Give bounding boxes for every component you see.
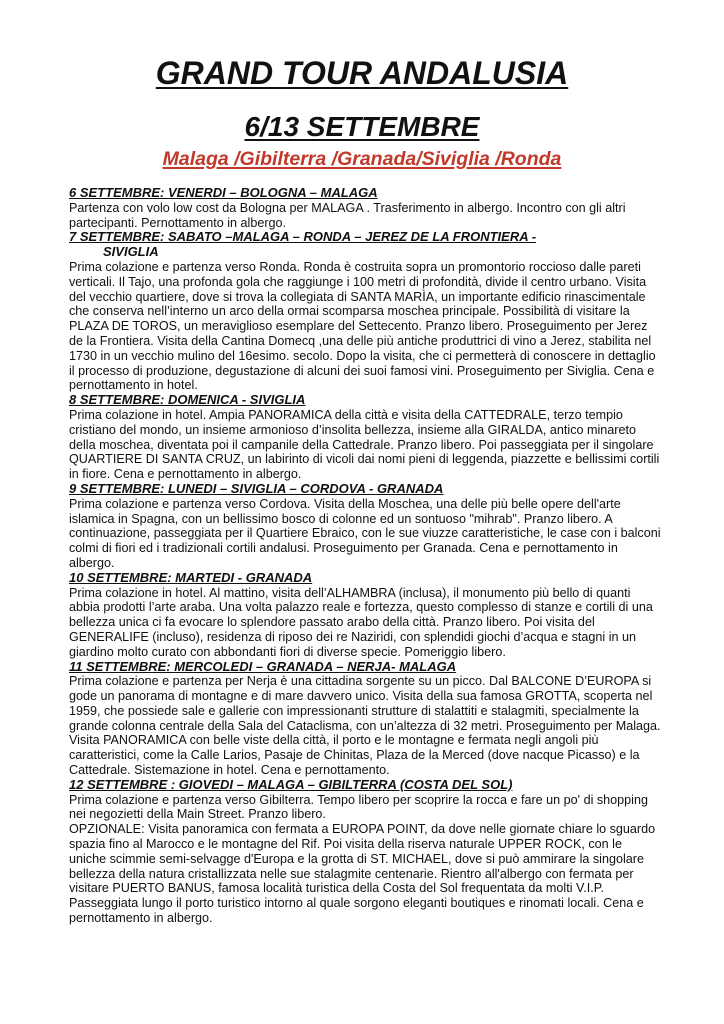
day-section: [69, 482, 661, 571]
day-section: [69, 571, 661, 660]
day-heading: 6 SETTEMBRE: VENERDI – BOLOGNA – MALAGA: [69, 185, 378, 200]
day-section: [69, 660, 661, 778]
document-title: GRAND TOUR ANDALUSIA: [155, 55, 569, 91]
day-heading: 11 SETTEMBRE: MERCOLEDI – GRANADA – NERJA- MALAGA: [69, 658, 457, 674]
day-description: Prima colazione in hotel. Al mattino, visita dell’ALHAMBRA (inclusa), il monumento più bello di quanti abbia prodotti l’arte araba. Una volta palazzo reale e fortezza, questo complesso di stanze e cortili di una bellezza unica ci fa evocare lo splendore passato arabo della città. Pranzo libero. Poi visita del GENERALIFE (incluso), residenza di riposo dei re Naziridi, con splendidi giochi d’acqua e stagni in un giardino molto curato con abbondanti fiori di diverse specie. Pomeriggio libero.: [69, 585, 653, 659]
tour-dates: 6/13 SETTEMBRE: [244, 111, 480, 142]
day-heading-continuation: [69, 245, 661, 260]
optional-description: OPZIONALE: Visita panoramica con fermata a EUROPA POINT, da dove nelle giornate chiare lo sguardo spazia fino al Marocco e le montagne del Rif. Poi visita della riserva naturale UPPER ROCK, con le uniche scimmie semi-selvagge d'Europa e la grotta di ST. MICHAEL, dove si può ammirare la singolare bellezza della natura cristallizzata nelle sue stalagmite centenarie. Rientro all'albergo con fermata per visitare PUERTO BANUS, famosa località turistica della Costa del Sol frequentata da molti V.I.P. Passeggiata lungo il porto turistico intorno al quale sorgono eleganti boutiques e rinomati locali. Cena e pernottamento in albergo.: [69, 822, 656, 926]
day-heading: 12 SETTEMBRE : GIOVEDI – MALAGA – GIBILTERRA (COSTA DEL SOL): [69, 776, 513, 792]
day-heading: 7 SETTEMBRE: SABATO –MALAGA – RONDA – JEREZ DE LA FRONTIERA -: [69, 229, 537, 245]
day-heading: 10 SETTEMBRE: MARTEDI - GRANADA: [69, 569, 313, 585]
itinerary: [69, 186, 661, 926]
day-description: Prima colazione e partenza verso Gibilterra. Tempo libero per scoprire la rocca e fare un po' di shopping nei negozietti della Main Street. Pranzo libero.: [69, 792, 648, 822]
day-description: Prima colazione e partenza per Nerja è una cittadina sorgente su un picco. Dal BALCONE D’EUROPA si gode un panorama di montagne e di mare davvero unico. Visita della sua famosa GROTTA, scoperta nel 1959, che possiede sale e gallerie con impressionanti strutture di stalattiti e stalagmiti, specialmente la grande colonna centrale della Sala del Cataclisma, con un’altezza di 32 metri. Proseguimento per Malaga. Visita PANORAMICA con belle viste della città, il porto e le montagne e fermata negli angoli più caratteristici, come la Calle Larios, Pasaje de Chinitas, Plaza de la Merced (dove nacque Picasso) e la Cattedrale. Sistemazione in hotel. Cena e pernottamento.: [69, 674, 661, 778]
day-description: Prima colazione e partenza verso Ronda. Ronda è costruita sopra un promontorio roccioso dalle pareti verticali. Il Tajo, una profonda gola che raggiunge i 100 metri di profondità, divide il centro urbano. Visita del vecchio quartiere, dove si trova la collegiata di SANTA MARÌA, un importante edificio rinascimentale che conserva nell’interno un arco della ormai scomparsa moschea principale. Possibilità di visitare la PLAZA DE TOROS, un meraviglioso esemplare del Settecento. Pranzo libero. Proseguimento per Jerez de la Frontiera. Visita della Cantina Domecq ,una delle più antiche produttrici di vino a Jerez, stabilita nel 1730 in un vecchio mulino del 16esimo. secolo. Dopo la visita, che ci permetterà di conoscere in dettaglio il processo di produzione, degustazione di alcuni dei suoi famosi vini. Proseguimento per Siviglia. Cena e pernottamento in hotel.: [69, 259, 656, 393]
day-section: [69, 230, 661, 393]
day-heading-indent: SIVIGLIA: [103, 244, 159, 260]
day-description: Prima colazione e partenza verso Cordova. Visita della Moschea, una delle più belle opere dell'arte islamica in Spagna, con un bellissimo bosco di colonne ed un sontuoso "mihrab". Pranzo libero. A continuazione, passeggiata per il Quartiere Ebraico, con le sue viuzze caratteristiche, le case con i balconi colmi di fiori ed i tradizionali cortili andalusi. Proseguimento per Granada. Cena e pernottamento in albergo.: [69, 496, 661, 570]
tour-route: Malaga /Gibilterra /Granada/Siviglia /Ronda: [162, 148, 562, 170]
day-heading: 8 SETTEMBRE: DOMENICA - SIVIGLIA: [69, 392, 306, 408]
day-section: [69, 393, 661, 482]
day-section: [69, 778, 661, 926]
day-description: Prima colazione in hotel. Ampia PANORAMICA della città e visita della CATTEDRALE, terzo tempio cristiano del mondo, un insieme armonioso d’insolita bellezza, insieme alla GIRALDA, antico minareto della moschea, diventata poi il campanile della Cattedrale. Pranzo libero. Poi passeggiata per il singolare QUARTIERE DI SANTA CRUZ, un labirinto di vicoli dai nomi pieni di leggenda, piazzette e bellissimi cortili in fiore. Cena e pernottamento in albergo.: [69, 407, 660, 482]
day-heading: 9 SETTEMBRE: LUNEDI – SIVIGLIA – CORDOVA - GRANADA: [69, 480, 444, 496]
day-description: Partenza con volo low cost da Bologna per MALAGA . Trasferimento in albergo. Incontro con gli altri partecipanti. Pernottamento in albergo.: [69, 200, 626, 230]
day-section: [69, 186, 661, 230]
